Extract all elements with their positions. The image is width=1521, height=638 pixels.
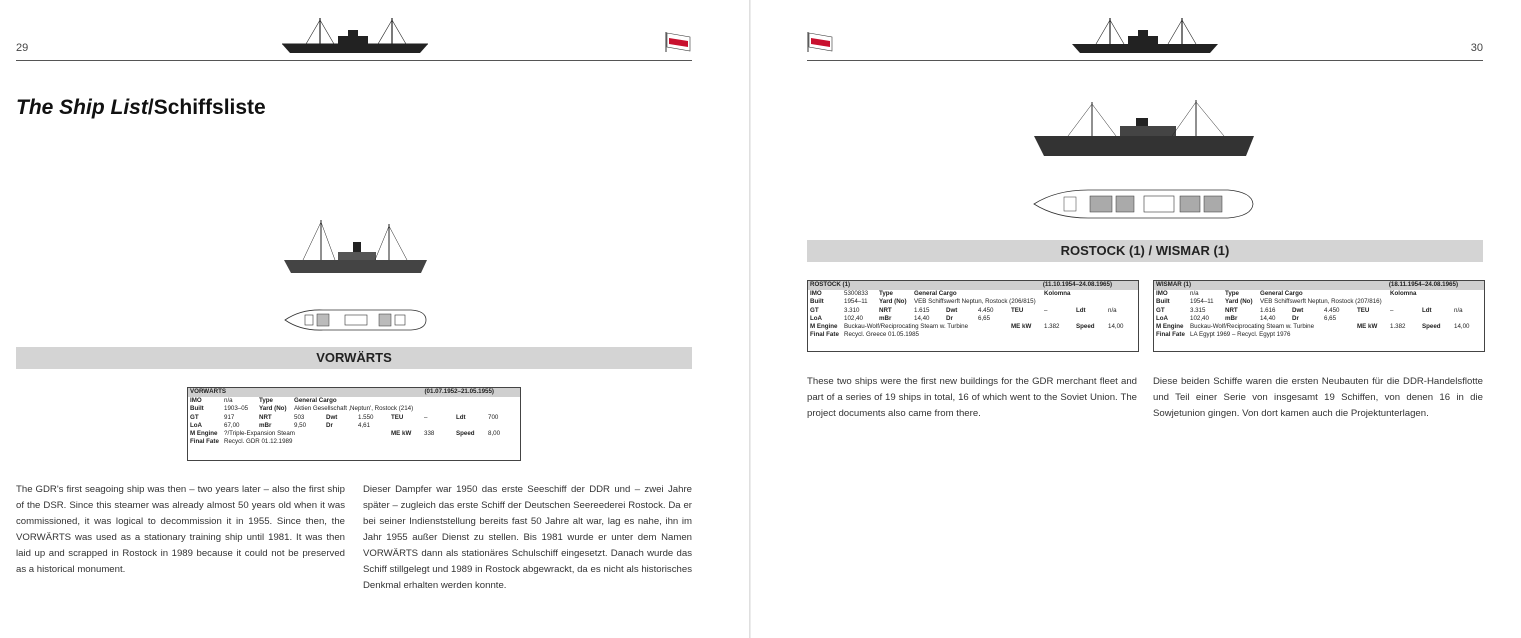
- teu-label: TEU: [1011, 306, 1024, 314]
- ship-deck-plan-drawing: [283, 308, 428, 332]
- fate-value: Recycl. Greece 01.05.1985: [844, 331, 919, 339]
- imo-value: n/a: [1190, 290, 1199, 297]
- mbr-label: mBr: [259, 421, 272, 429]
- title-en: The Ship List: [16, 96, 148, 119]
- mbr-label: mBr: [879, 314, 892, 322]
- ship-data-table-rostock: [807, 280, 1139, 352]
- type-value: General Cargo: [1260, 290, 1303, 297]
- page-number: 30: [1470, 42, 1483, 54]
- dwt-value: 4.450: [978, 306, 994, 314]
- nrt-value: 1.616: [1260, 306, 1276, 314]
- mbr-label: mBr: [1225, 314, 1238, 322]
- header-rule: [807, 60, 1483, 61]
- speed-label: Speed: [1076, 323, 1095, 331]
- gt-label: GT: [190, 413, 199, 421]
- loa-label: LoA: [810, 314, 823, 322]
- fate-label: Final Fate: [190, 438, 219, 446]
- mekw-label: ME kW: [391, 430, 412, 438]
- dwt-value: 4.450: [1324, 306, 1340, 314]
- nrt-value: 503: [294, 413, 305, 421]
- gt-value: 917: [224, 413, 235, 421]
- speed-label: Speed: [1422, 323, 1441, 331]
- nrt-label: NRT: [879, 306, 892, 314]
- ldt-value: n/a: [1108, 306, 1117, 314]
- body-text-german: Dieser Dampfer war 1950 das erste Seeschiff der DDR und – zwei Jahre später – zugleich das erste Schiff der Deutschen Seereederei Rostock. Da er bei seiner Indienststellung bereits fast 50 Jahre alt war, lag es nahe, ihn im Jahr 1955 außer Dienst zu stellen. Bis 1981 wurde er unter dem Namen VORWÄRTS dann als stationäres Schulschiff eingesetzt. Danach wurde das Schiff stillgelegt und 1989 in Rostock abgewrackt, da es nicht als historisches Denkmal erhalten werden konnte.: [363, 484, 692, 591]
- fate-label: Final Fate: [1156, 331, 1185, 339]
- yard-value: VEB Schiffswerft Neptun, Rostock (207/816): [1260, 298, 1382, 306]
- imo-value: 5300833: [844, 290, 869, 297]
- imo-label: IMO: [190, 397, 202, 404]
- dwt-label: Dwt: [1292, 306, 1304, 314]
- nrt-label: NRT: [1225, 306, 1238, 314]
- type-label: Type: [879, 290, 893, 297]
- dr-value: 6,65: [978, 314, 991, 322]
- yard-label: Yard (No): [879, 298, 907, 306]
- ex-name: Kolomna: [1390, 290, 1417, 297]
- ship-silhouette-header-icon: [280, 14, 430, 54]
- body-text-english: The GDR's first seagoing ship was then – two years later – also the first ship of the DSR. Since this steamer was already almost 50 years old when it was commissioned, it was logical to decommission it in 1955. Since then, the VORWÄRTS was used as a stationary training ship until 1981. It was then laid up and scrapped in Rostock in 1989 because it could not be preserved as a historical monument.: [16, 484, 345, 575]
- ldt-value: n/a: [1454, 306, 1463, 314]
- teu-label: TEU: [391, 413, 404, 421]
- mekw-value: 1.382: [1390, 323, 1406, 331]
- type-value: General Cargo: [294, 397, 337, 404]
- loa-label: LoA: [190, 421, 203, 429]
- service-dates: (18.11.1954–24.08.1965): [1388, 281, 1458, 288]
- gt-label: GT: [810, 306, 819, 314]
- yard-label: Yard (No): [1225, 298, 1253, 306]
- built-value: 1903–05: [224, 405, 249, 413]
- speed-label: Speed: [456, 430, 475, 438]
- teu-value: –: [1390, 306, 1394, 314]
- engine-value: Buckau-Wolf/Reciprocating Steam w. Turbine: [1190, 323, 1315, 331]
- engine-value: Buckau-Wolf/Reciprocating Steam w. Turbine: [844, 323, 969, 331]
- gt-label: GT: [1156, 306, 1165, 314]
- ship-name-banner: VORWÄRTS: [16, 347, 692, 369]
- loa-value: 102,40: [1190, 314, 1209, 322]
- dr-label: Dr: [946, 314, 953, 322]
- imo-label: IMO: [1156, 290, 1168, 297]
- built-label: Built: [810, 298, 824, 306]
- imo-value: n/a: [224, 397, 233, 404]
- yard-value: Aktien Gesellschaft ‚Neptun', Rostock (214): [294, 405, 414, 413]
- speed-value: 8,00: [488, 430, 501, 438]
- dsr-flag-icon: [665, 31, 691, 53]
- engine-label: M Engine: [810, 323, 838, 331]
- ship-name: VORWÄRTS: [190, 388, 226, 395]
- dr-value: 4,61: [358, 421, 371, 429]
- title-separator: /: [147, 96, 154, 119]
- built-value: 1954–11: [844, 298, 868, 306]
- engine-label: M Engine: [190, 430, 218, 438]
- speed-value: 14,00: [1454, 323, 1470, 331]
- imo-label: IMO: [810, 290, 822, 297]
- mekw-value: 338: [424, 430, 435, 438]
- page-number: 29: [16, 42, 29, 54]
- nrt-label: NRT: [259, 413, 272, 421]
- mekw-value: 1.382: [1044, 323, 1060, 331]
- built-label: Built: [190, 405, 204, 413]
- yard-label: Yard (No): [259, 405, 287, 413]
- left-page: [0, 0, 750, 638]
- dsr-flag-icon: [807, 31, 833, 53]
- dwt-label: Dwt: [946, 306, 958, 314]
- dwt-value: 1.550: [358, 413, 374, 421]
- fate-value: LA Egypt 1969 – Recycl. Egypt 1976: [1190, 331, 1291, 339]
- mbr-value: 14,40: [914, 314, 930, 322]
- body-text-english: These two ships were the first new buildings for the GDR merchant fleet and part of a series of 19 ships in total, 16 of which went to the Soviet Union. The project documents also came from there.: [807, 376, 1137, 419]
- title-de: Schiffsliste: [153, 96, 266, 119]
- dr-label: Dr: [326, 421, 333, 429]
- mekw-label: ME kW: [1011, 323, 1032, 331]
- ldt-label: Ldt: [1422, 306, 1432, 314]
- gt-value: 3.315: [1190, 306, 1206, 314]
- type-value: General Cargo: [914, 290, 957, 297]
- mbr-value: 14,40: [1260, 314, 1276, 322]
- body-text-german: Diese beiden Schiffe waren die ersten Neubauten für die DDR-Handelsflotte und Teil einer Serie von insgesamt 19 Schiffen, von denen 16 in die Sowjetunion gingen. Von dort kamen auch die Projektunterlagen.: [1153, 376, 1483, 419]
- mekw-label: ME kW: [1357, 323, 1378, 331]
- ldt-label: Ldt: [456, 413, 466, 421]
- ship-name: WISMAR (1): [1156, 281, 1192, 288]
- teu-value: –: [424, 413, 428, 421]
- dwt-label: Dwt: [326, 413, 338, 421]
- ship-name-banner: ROSTOCK (1) / WISMAR (1): [807, 240, 1483, 262]
- right-page: [751, 0, 1521, 638]
- ship-deck-plan-drawing: [1032, 188, 1256, 220]
- dr-value: 6,65: [1324, 314, 1337, 322]
- ship-data-table-wismar: [1153, 280, 1485, 352]
- fate-value: Recycl. GDR 01.12.1989: [224, 438, 293, 446]
- speed-value: 14,00: [1108, 323, 1124, 331]
- teu-value: –: [1044, 306, 1048, 314]
- ship-name: ROSTOCK (1): [810, 281, 851, 288]
- header-rule: [16, 60, 692, 61]
- nrt-value: 1.615: [914, 306, 930, 314]
- gt-value: 3.310: [844, 306, 860, 314]
- loa-value: 102,40: [844, 314, 863, 322]
- mbr-value: 9,50: [294, 421, 307, 429]
- teu-label: TEU: [1357, 306, 1370, 314]
- type-label: Type: [259, 397, 273, 404]
- ship-profile-drawing: [1032, 98, 1256, 160]
- built-label: Built: [1156, 298, 1170, 306]
- ldt-value: 700: [488, 413, 499, 421]
- type-label: Type: [1225, 290, 1239, 297]
- yard-value: VEB Schiffswerft Neptun, Rostock (206/815): [914, 298, 1036, 306]
- engine-value: ?/Triple-Expansion Steam: [224, 430, 295, 438]
- ship-silhouette-header-icon: [1070, 14, 1220, 54]
- dr-label: Dr: [1292, 314, 1299, 322]
- engine-label: M Engine: [1156, 323, 1184, 331]
- page-title: [16, 96, 266, 120]
- ship-profile-drawing: [283, 218, 428, 274]
- service-dates: (01.07.1952–21.05.1955): [424, 388, 494, 395]
- built-value: 1954–11: [1190, 298, 1214, 306]
- fate-label: Final Fate: [810, 331, 839, 339]
- ship-data-table: [187, 387, 521, 461]
- ldt-label: Ldt: [1076, 306, 1086, 314]
- ex-name: Kolomna: [1044, 290, 1071, 297]
- loa-value: 67,00: [224, 421, 240, 429]
- loa-label: LoA: [1156, 314, 1169, 322]
- service-dates: (11.10.1954–24.08.1965): [1042, 281, 1112, 288]
